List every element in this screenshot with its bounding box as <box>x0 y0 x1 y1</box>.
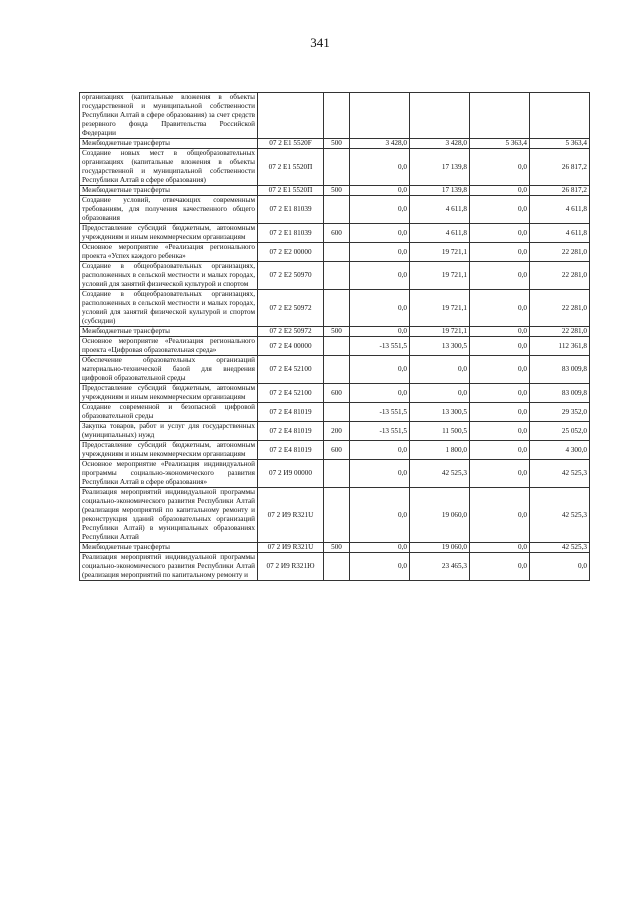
table-row <box>80 384 590 403</box>
amount-cell-4: 29 352,0 <box>530 403 590 422</box>
amount-cell-4: 42 525,3 <box>530 460 590 488</box>
expense-type-code-cell <box>324 196 350 224</box>
item-name-cell: Основное мероприятие «Реализация регионального проекта «Успех каждого ребенка» <box>80 243 258 262</box>
amount-cell-2: 19 060,0 <box>410 543 470 553</box>
expense-type-code-cell <box>324 93 350 139</box>
amount-cell-1: 0,0 <box>350 543 410 553</box>
amount-cell-4: 22 281,0 <box>530 243 590 262</box>
amount-cell-3: 0,0 <box>470 149 530 186</box>
expense-type-code-cell <box>324 337 350 356</box>
item-name-cell: Межбюджетные трансферты <box>80 543 258 553</box>
item-name-cell: Основное мероприятие «Реализация регионального проекта «Цифровая образовательная среда» <box>80 337 258 356</box>
expense-type-code-cell <box>324 403 350 422</box>
amount-cell-3: 0,0 <box>470 403 530 422</box>
amount-cell-2: 23 465,3 <box>410 553 470 581</box>
amount-cell-2: 19 060,0 <box>410 488 470 543</box>
target-article-code-cell: 07 2 Е2 50972 <box>258 327 324 337</box>
target-article-code-cell: 07 2 И9 R321U <box>258 543 324 553</box>
target-article-code-cell: 07 2 Е4 81019 <box>258 403 324 422</box>
target-article-code-cell: 07 2 И9 00000 <box>258 460 324 488</box>
table-row <box>80 460 590 488</box>
target-article-code-cell: 07 2 Е4 81019 <box>258 422 324 441</box>
table-row <box>80 262 590 290</box>
amount-cell-2: 4 611,8 <box>410 224 470 243</box>
amount-cell-4: 112 361,8 <box>530 337 590 356</box>
table-row <box>80 553 590 581</box>
amount-cell-2: 17 139,8 <box>410 186 470 196</box>
item-name-cell: Обеспечение образовательных организаций материально-технической базой для внедрения цифровой образовательной среды <box>80 356 258 384</box>
budget-table-body <box>80 93 590 581</box>
amount-cell-4: 5 363,4 <box>530 139 590 149</box>
amount-cell-4: 22 281,0 <box>530 290 590 327</box>
expense-type-code-cell <box>324 149 350 186</box>
amount-cell-4 <box>530 93 590 139</box>
table-row <box>80 139 590 149</box>
amount-cell-2: 42 525,3 <box>410 460 470 488</box>
table-row <box>80 93 590 139</box>
target-article-code-cell: 07 2 Е4 81019 <box>258 441 324 460</box>
expense-type-code-cell <box>324 460 350 488</box>
expense-type-code-cell: 600 <box>324 441 350 460</box>
table-row <box>80 422 590 441</box>
table-row <box>80 149 590 186</box>
item-name-cell: Реализация мероприятий индивидуальной программы социально-экономического развития Республики Алтай (реализация мероприятий по капитальному ремонту и <box>80 553 258 581</box>
amount-cell-1: 0,0 <box>350 384 410 403</box>
target-article-code-cell: 07 2 Е1 5520П <box>258 149 324 186</box>
target-article-code-cell: 07 2 И9 R321Ю <box>258 553 324 581</box>
amount-cell-3: 0,0 <box>470 441 530 460</box>
item-name-cell: Создание условий, отвечающих современным требованиям, для получения качественного общего образования <box>80 196 258 224</box>
amount-cell-2: 0,0 <box>410 356 470 384</box>
amount-cell-4: 22 281,0 <box>530 262 590 290</box>
expense-type-code-cell <box>324 488 350 543</box>
table-row <box>80 243 590 262</box>
target-article-code-cell <box>258 93 324 139</box>
expense-type-code-cell <box>324 553 350 581</box>
amount-cell-1: 0,0 <box>350 186 410 196</box>
amount-cell-2: 13 300,5 <box>410 403 470 422</box>
amount-cell-2: 3 428,0 <box>410 139 470 149</box>
expense-type-code-cell: 500 <box>324 186 350 196</box>
expense-type-code-cell: 600 <box>324 384 350 403</box>
amount-cell-2: 19 721,1 <box>410 262 470 290</box>
amount-cell-3: 0,0 <box>470 384 530 403</box>
amount-cell-1: -13 551,5 <box>350 403 410 422</box>
table-row <box>80 543 590 553</box>
target-article-code-cell: 07 2 Е2 50972 <box>258 290 324 327</box>
table-row <box>80 441 590 460</box>
item-name-cell: Предоставление субсидий бюджетным, автономным учреждениям и иным некоммерческим организациям <box>80 384 258 403</box>
table-row <box>80 488 590 543</box>
amount-cell-4: 4 300,0 <box>530 441 590 460</box>
amount-cell-1: -13 551,5 <box>350 337 410 356</box>
amount-cell-3: 0,0 <box>470 356 530 384</box>
amount-cell-3: 0,0 <box>470 243 530 262</box>
amount-cell-1: 3 428,0 <box>350 139 410 149</box>
amount-cell-2: 0,0 <box>410 384 470 403</box>
table-row <box>80 337 590 356</box>
amount-cell-4: 0,0 <box>530 553 590 581</box>
amount-cell-4: 83 009,8 <box>530 356 590 384</box>
amount-cell-3: 0,0 <box>470 224 530 243</box>
amount-cell-2: 19 721,1 <box>410 290 470 327</box>
item-name-cell: Межбюджетные трансферты <box>80 139 258 149</box>
amount-cell-4: 4 611,8 <box>530 196 590 224</box>
item-name-cell: Создание в общеобразовательных организациях, расположенных в сельской местности и малых городах, условий для занятий физической культурой и спортом <box>80 262 258 290</box>
amount-cell-1: 0,0 <box>350 441 410 460</box>
table-row <box>80 196 590 224</box>
amount-cell-3: 0,0 <box>470 553 530 581</box>
amount-cell-4: 83 009,8 <box>530 384 590 403</box>
amount-cell-1: 0,0 <box>350 224 410 243</box>
amount-cell-4: 25 052,0 <box>530 422 590 441</box>
item-name-cell: Реализация мероприятий индивидуальной программы социально-экономического развития Республики Алтай (реализация мероприятий по капитальному ремонту и реконструкция зданий образовательных организаций Республики Алтай) в муниципальных образованиях Республики Алтай <box>80 488 258 543</box>
expense-type-code-cell <box>324 243 350 262</box>
expense-type-code-cell: 500 <box>324 543 350 553</box>
amount-cell-2: 1 800,0 <box>410 441 470 460</box>
amount-cell-2: 13 300,5 <box>410 337 470 356</box>
amount-cell-1: -13 551,5 <box>350 422 410 441</box>
table-row <box>80 356 590 384</box>
amount-cell-3: 0,0 <box>470 196 530 224</box>
item-name-cell: Межбюджетные трансферты <box>80 186 258 196</box>
table-row <box>80 403 590 422</box>
amount-cell-1: 0,0 <box>350 290 410 327</box>
target-article-code-cell: 07 2 Е2 00000 <box>258 243 324 262</box>
amount-cell-3: 0,0 <box>470 337 530 356</box>
amount-cell-2: 4 611,8 <box>410 196 470 224</box>
item-name-cell: Закупка товаров, работ и услуг для государственных (муниципальных) нужд <box>80 422 258 441</box>
amount-cell-1: 0,0 <box>350 243 410 262</box>
table-row <box>80 186 590 196</box>
amount-cell-1: 0,0 <box>350 488 410 543</box>
target-article-code-cell: 07 2 Е1 5520П <box>258 186 324 196</box>
amount-cell-3: 0,0 <box>470 186 530 196</box>
amount-cell-4: 22 281,0 <box>530 327 590 337</box>
target-article-code-cell: 07 2 Е1 81039 <box>258 224 324 243</box>
table-row <box>80 224 590 243</box>
amount-cell-4: 4 611,8 <box>530 224 590 243</box>
amount-cell-2 <box>410 93 470 139</box>
expense-type-code-cell: 500 <box>324 327 350 337</box>
amount-cell-4: 42 525,3 <box>530 543 590 553</box>
item-name-cell: Создание в общеобразовательных организациях, расположенных в сельской местности и малых городах, условий для занятий физической культурой и спортом (субсидии) <box>80 290 258 327</box>
amount-cell-3: 0,0 <box>470 290 530 327</box>
target-article-code-cell: 07 2 Е1 5520F <box>258 139 324 149</box>
amount-cell-3: 0,0 <box>470 460 530 488</box>
amount-cell-3: 0,0 <box>470 488 530 543</box>
amount-cell-1 <box>350 93 410 139</box>
amount-cell-2: 19 721,1 <box>410 327 470 337</box>
amount-cell-1: 0,0 <box>350 327 410 337</box>
target-article-code-cell: 07 2 И9 R321U <box>258 488 324 543</box>
amount-cell-3: 0,0 <box>470 422 530 441</box>
page-number: 341 <box>310 35 330 50</box>
amount-cell-2: 17 139,8 <box>410 149 470 186</box>
amount-cell-1: 0,0 <box>350 262 410 290</box>
amount-cell-4: 26 817,2 <box>530 186 590 196</box>
budget-table <box>79 92 590 581</box>
item-name-cell: Межбюджетные трансферты <box>80 327 258 337</box>
expense-type-code-cell: 500 <box>324 139 350 149</box>
amount-cell-1: 0,0 <box>350 553 410 581</box>
item-name-cell: организациях (капитальные вложения в объекты государственной и муниципальной собственности Республики Алтай в сфере образования) за счет средств резервного фонда Правительства Российской Федерации <box>80 93 258 139</box>
amount-cell-1: 0,0 <box>350 149 410 186</box>
table-row <box>80 327 590 337</box>
item-name-cell: Создание новых мест в общеобразовательных организациях (капитальные вложения в объекты государственной и муниципальной собственности Республики Алтай в сфере образования) <box>80 149 258 186</box>
table-row <box>80 290 590 327</box>
target-article-code-cell: 07 2 Е4 00000 <box>258 337 324 356</box>
expense-type-code-cell: 600 <box>324 224 350 243</box>
amount-cell-3: 0,0 <box>470 262 530 290</box>
expense-type-code-cell <box>324 290 350 327</box>
target-article-code-cell: 07 2 Е4 52100 <box>258 384 324 403</box>
amount-cell-4: 26 817,2 <box>530 149 590 186</box>
amount-cell-3: 0,0 <box>470 327 530 337</box>
expense-type-code-cell: 200 <box>324 422 350 441</box>
target-article-code-cell: 07 2 Е4 52100 <box>258 356 324 384</box>
amount-cell-4: 42 525,3 <box>530 488 590 543</box>
amount-cell-2: 19 721,1 <box>410 243 470 262</box>
item-name-cell: Основное мероприятие «Реализация индивидуальной программы социально-экономического развития Республики Алтай в сфере образования» <box>80 460 258 488</box>
target-article-code-cell: 07 2 Е1 81039 <box>258 196 324 224</box>
expense-type-code-cell <box>324 356 350 384</box>
item-name-cell: Предоставление субсидий бюджетным, автономным учреждениям и иным некоммерческим организациям <box>80 441 258 460</box>
amount-cell-3 <box>470 93 530 139</box>
amount-cell-1: 0,0 <box>350 356 410 384</box>
amount-cell-3: 5 363,4 <box>470 139 530 149</box>
amount-cell-1: 0,0 <box>350 460 410 488</box>
target-article-code-cell: 07 2 Е2 50970 <box>258 262 324 290</box>
amount-cell-3: 0,0 <box>470 543 530 553</box>
amount-cell-2: 11 500,5 <box>410 422 470 441</box>
item-name-cell: Создание современной и безопасной цифровой образовательной среды <box>80 403 258 422</box>
amount-cell-1: 0,0 <box>350 196 410 224</box>
expense-type-code-cell <box>324 262 350 290</box>
item-name-cell: Предоставление субсидий бюджетным, автономным учреждениям и иным некоммерческим организациям <box>80 224 258 243</box>
